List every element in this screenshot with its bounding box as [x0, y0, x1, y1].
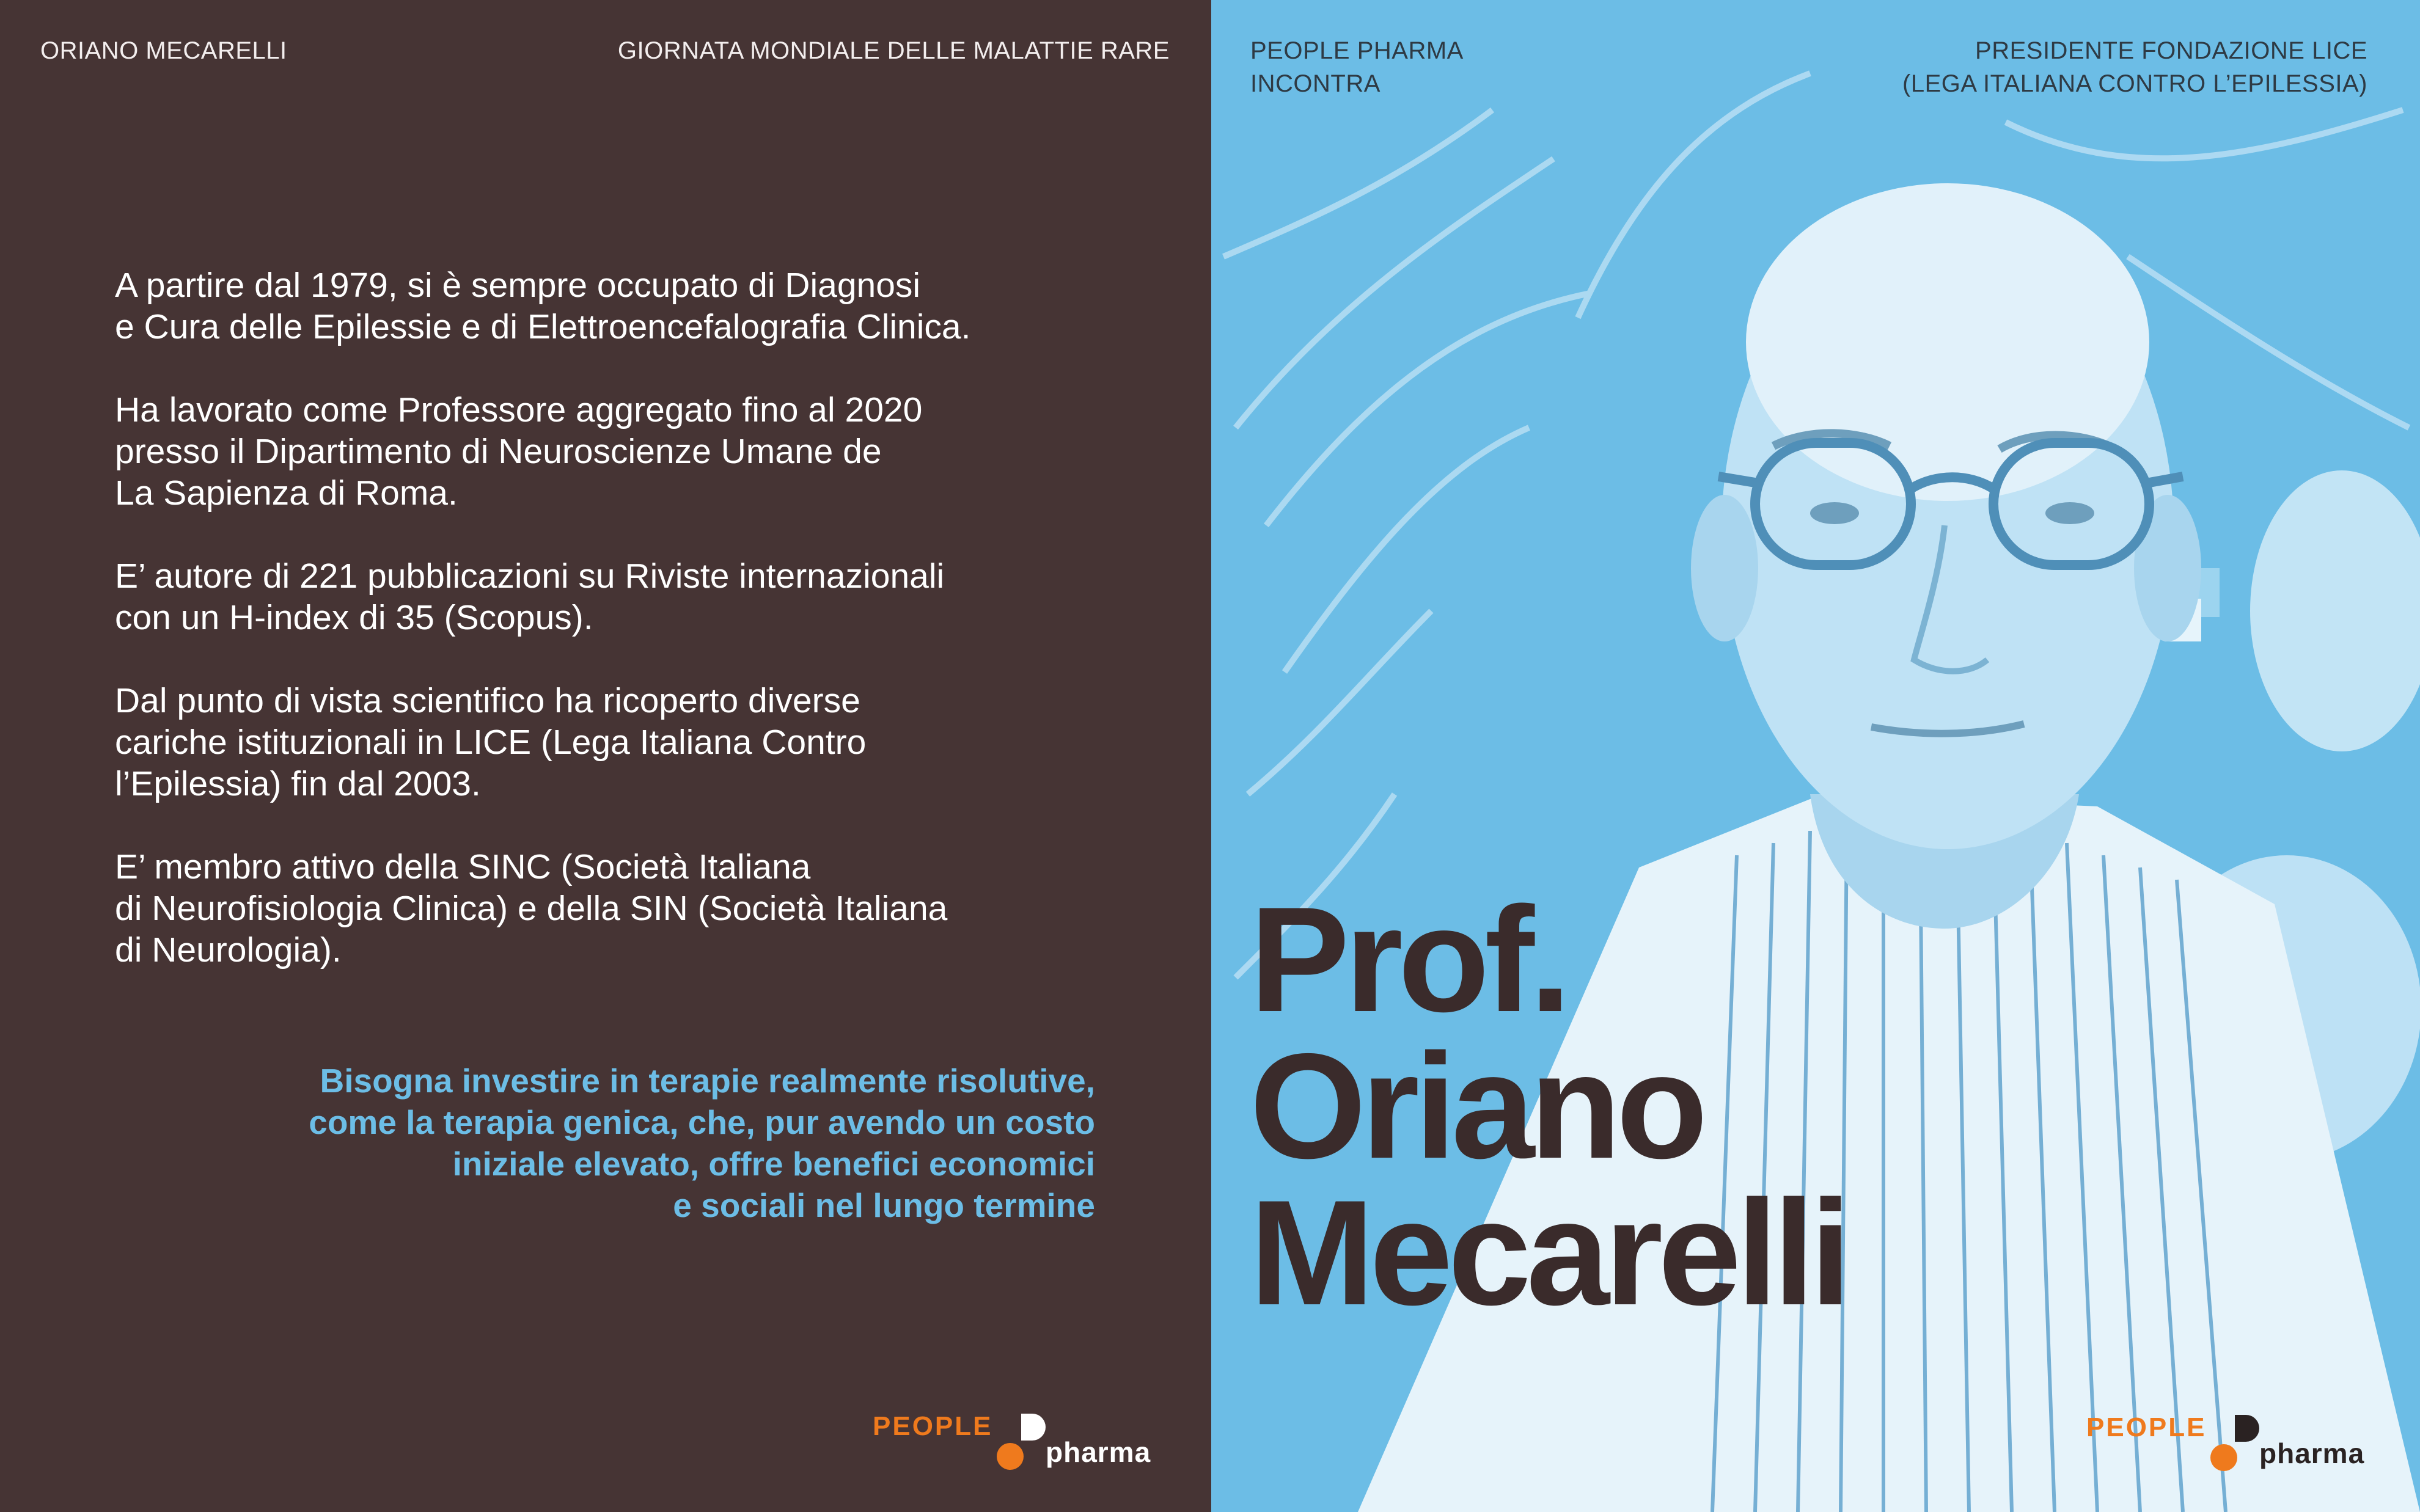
logo-word-people: PEOPLE [873, 1411, 993, 1441]
bio-paragraph-1: A partire dal 1979, si è sempre occupato di Diagnosi e Cura delle Epilessie e di Elettroencefalografia Clinica. [115, 266, 971, 346]
logo-word-pharma: pharma [1046, 1436, 1151, 1468]
bio-paragraph-5: E’ membro attivo della SINC (Società Italiana di Neurofisiologia Clinica) e della SIN (Società Italiana di Neurologia). [115, 847, 948, 970]
header-role: PRESIDENTE FONDAZIONE LICE (LEGA ITALIANA CONTRO L’EPILESSIA) [1902, 37, 2367, 97]
pull-quote: Bisogna investire in terapie realmente risolutive, come la terapia genica, che, pur avendo un costo iniziale elevato, offre benefici economici e sociali nel lungo termine [309, 1062, 1095, 1224]
header-name: ORIANO MECARELLI [40, 37, 287, 64]
header-series: PEOPLE PHARMA INCONTRA [1250, 37, 1464, 97]
logo-dot-icon [997, 1443, 1024, 1470]
logo-d-mark-icon [1021, 1414, 1046, 1441]
people-pharma-logo-right [2086, 1412, 2404, 1474]
logo-word-people: PEOPLE [2086, 1412, 2207, 1442]
header-event: GIORNATA MONDIALE DELLE MALATTIE RARE [617, 37, 1170, 64]
logo-d-mark-icon [2235, 1415, 2259, 1442]
biography [115, 265, 1117, 1012]
headline-name: Prof. Oriano Mecarelli [1250, 875, 1847, 1336]
people-pharma-logo [873, 1411, 1190, 1472]
bio-paragraph-3: E’ autore di 221 pubblicazioni su Riviste internazionali con un H-index di 35 (Scopus). [115, 557, 945, 637]
logo-dot-icon [2210, 1444, 2237, 1471]
bio-paragraph-4: Dal punto di vista scientifico ha ricoperto diverse cariche istituzionali in LICE (Lega Italiana Contro l’Epilessia) fin dal 2003. [115, 681, 867, 803]
logo-word-pharma: pharma [2259, 1437, 2365, 1469]
bio-paragraph-2: Ha lavorato come Professore aggregato fino al 2020 presso il Dipartimento di Neuroscienze Umane de La Sapienza di Roma. [115, 390, 923, 513]
